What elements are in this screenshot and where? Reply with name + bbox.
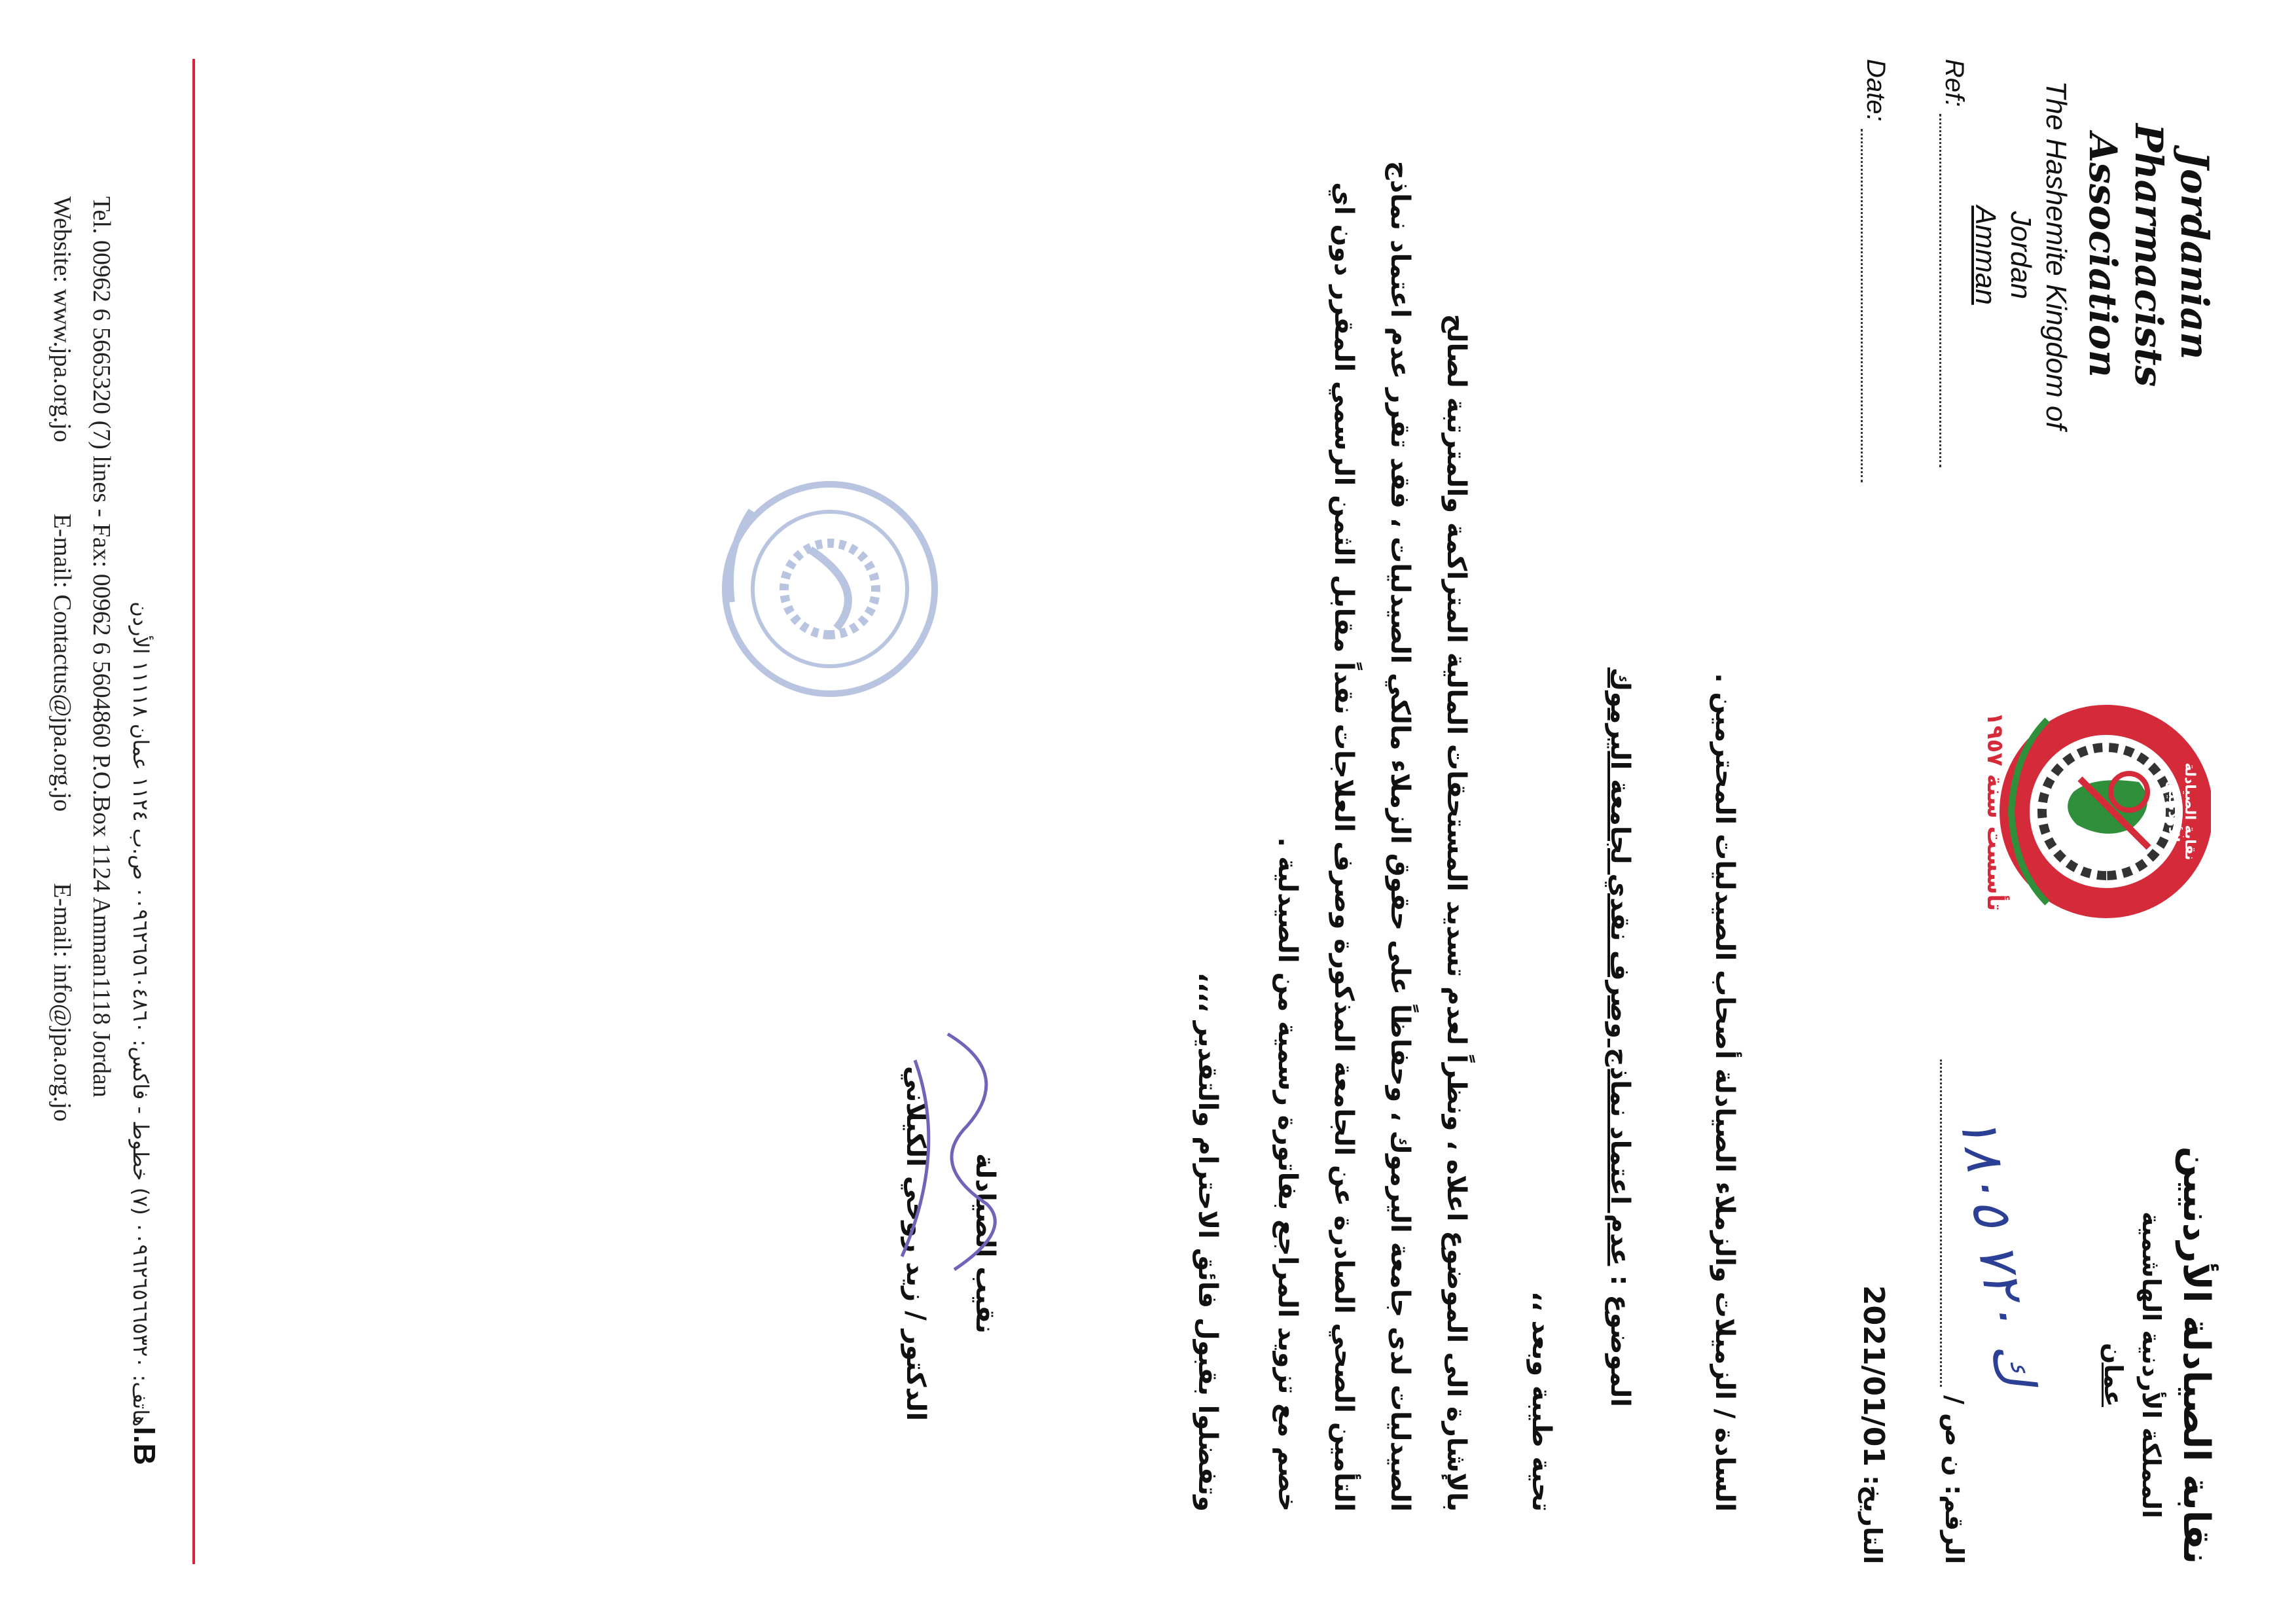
subject-text: عدم اعتماد نماذج وصرف نقدي لجامعة اليرموك	[1605, 667, 1635, 1266]
arabic-ref-label: الرقم:	[1940, 1485, 1969, 1564]
closing-line: وتفضلوا بقبول فائق الاحترام والتقدير ،،،،	[1193, 972, 1223, 1512]
arabic-header	[2099, 975, 2217, 1564]
date-dotted-line	[1861, 129, 1888, 482]
body-line: خصم مع تزويد المراجع بفاتورة رسمية من الصيدلية .	[1272, 837, 1302, 1512]
arabic-date-label: التاريخ:	[1858, 1475, 1887, 1564]
subject-line	[1592, 98, 1648, 1407]
official-stamp	[712, 471, 948, 707]
english-header	[1967, 59, 2217, 452]
logo-text-bottom: تأسست سنة ١٩٥٧	[1982, 711, 2008, 912]
date-label: Date:	[1861, 59, 1890, 122]
arabic-kingdom: المملكة الأردنية الهاشمية	[2137, 1211, 2166, 1518]
footer-email-info: E-mail: info@jpa.org.jo	[48, 883, 76, 1122]
arabic-date-field	[1857, 975, 1890, 1564]
body-line: بالإشارة الى الموضوع اعلاه ، ونظراً لعدم تسديد المستحقات المالية المتراكمة والمترتبة لصالح	[1441, 313, 1471, 1512]
footer-arabic: هاتف: ٠٠٩٦٢٦٥٦٦٥٣٢٠ (٧) خطوط - فاكس: ٠٠٩٦٢٦٥٦٠٤٨٦٠ ص.ب ١١٢٤ عمان ١١١١٨ الأردن	[128, 601, 153, 1427]
arabic-title: نقابة الصيادلة الأردنيين	[2175, 1146, 2217, 1564]
body-line: الصيدليات لدى جامعة اليرموك ، وحفاظاً على حقوق الزملاء مالكي الصيدليات ، فقد تقرر عدم اعتماد نماذج	[1385, 160, 1415, 1512]
footer-tel-fax: Tel. 00962 6 5665320 (7) lines - Fax: 00962 6 5604860 P.O.Box 1124 Amman1118 Jordan	[88, 196, 115, 1097]
letter-body	[1259, 72, 1484, 1512]
logo-text-top: نقابة الصيادلة الأردنيين	[2165, 762, 2198, 861]
arabic-date-value: 2021/01/01	[1857, 1285, 1890, 1467]
ref-dotted-line	[1939, 114, 1966, 467]
date-field	[1861, 59, 1890, 482]
arabic-city: عمان	[2099, 1342, 2128, 1407]
footer-rule	[192, 59, 195, 1564]
footer-website: Website: www.jpa.org.jo	[48, 196, 76, 442]
signature-scribble-icon	[882, 1021, 1026, 1283]
english-kingdom: The Hashemite Kingdom of Jordan	[2005, 80, 2072, 430]
signatory-title: نقيب الصيادلة	[970, 1153, 1000, 1334]
recipient-line: السادة / الزميلات والزملاء الصيادلة أصحاب الصيدليات المحترمين .	[1710, 673, 1740, 1512]
handwritten-signature	[882, 1021, 1026, 1283]
footer-email-contact: E-mail: Contactus@jpa.org.jo	[48, 513, 76, 812]
signatory-name: الدكتور / زيد روحي الكيلاني	[901, 1065, 931, 1421]
footer-contacts	[47, 196, 77, 1374]
greeting: تحية طيبة وبعد ،،	[1526, 1291, 1556, 1512]
english-title-line1: Jordanian Pharmacists	[2126, 123, 2217, 387]
handwritten-ref: ك ٧٢٠ ١٨٠٥	[1948, 1111, 2047, 1390]
ref-field	[1939, 59, 1969, 467]
subject-label: الموضوع :	[1605, 1275, 1635, 1407]
ref-label: Ref:	[1940, 59, 1969, 107]
english-city: Amman	[1969, 205, 2001, 305]
typist-initials: I.B	[128, 1427, 162, 1465]
body-line: التأمين الصحي الصادرة عن الجامعة المذكورة وصرف العلاجات نقداً مقابل الثمن الرسمي المقرر دون اي	[1329, 182, 1359, 1512]
stamp-seal-icon	[712, 471, 948, 707]
english-title-line2: Association	[2081, 133, 2125, 378]
arabic-ref-value: ن ص /	[1940, 1386, 1969, 1476]
